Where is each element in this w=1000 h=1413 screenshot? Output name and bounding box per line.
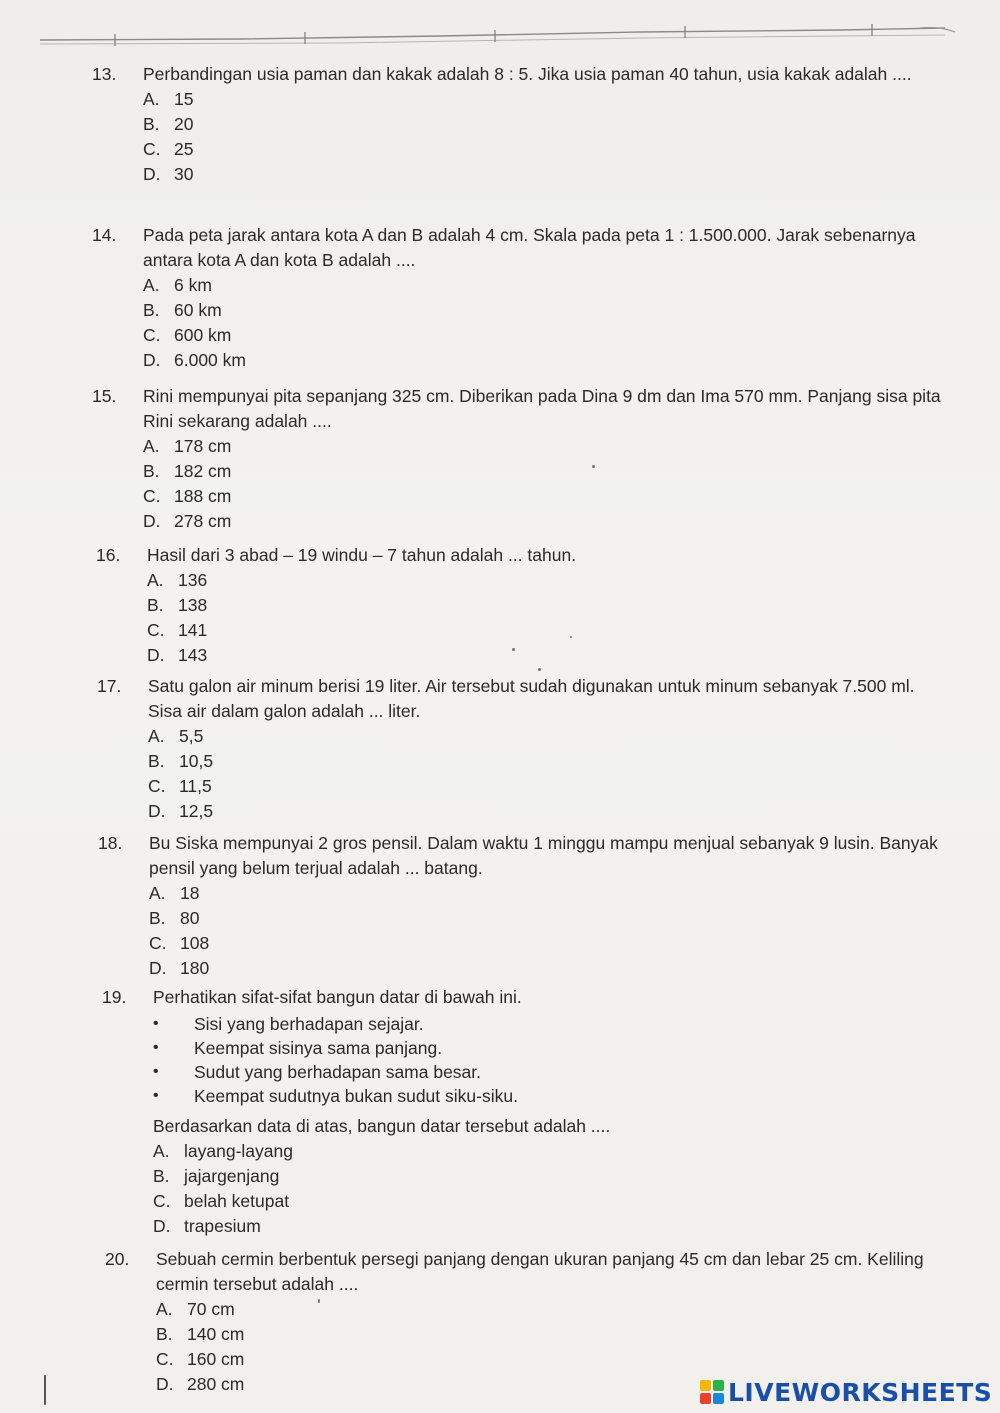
question-text: Perhatikan sifat-sifat bangun datar di bawah ini. [153,987,522,1007]
option-b[interactable]: B. 138 [147,593,946,618]
question-number: 13. [92,64,117,84]
question-17 [97,674,947,824]
option-value: 136 [178,570,208,590]
option-value: 140 cm [187,1324,245,1344]
option-a[interactable]: A. 6 km [143,273,942,298]
option-b[interactable]: B. 140 cm [156,1322,945,1347]
option-list [143,434,952,534]
question-15 [92,384,952,534]
question-number: 17. [97,676,122,696]
option-d[interactable]: D. 180 [149,956,948,981]
option-b[interactable]: B. 60 km [143,298,942,323]
option-d[interactable]: D. 30 [143,162,942,187]
logo-square [713,1380,724,1391]
scan-speck [44,1375,46,1405]
question-text: Hasil dari 3 abad – 19 windu – 7 tahun adalah ... tahun. [147,545,577,565]
option-a[interactable]: A. 15 [143,87,942,112]
option-b[interactable]: B. 80 [149,906,948,931]
option-a[interactable]: A. 5,5 [148,724,947,749]
option-value: 108 [180,933,210,953]
logo-square [700,1380,711,1391]
option-c[interactable]: C. belah ketupat [153,1189,942,1214]
question-20 [105,1247,945,1397]
question-number: 15. [92,386,117,406]
option-d[interactable]: D. 6.000 km [143,348,942,373]
option-list [153,1139,942,1239]
option-value: 180 [180,958,210,978]
list-item: • Keempat sisinya sama panjang. [153,1038,443,1058]
option-d[interactable]: D. trapesium [153,1214,942,1239]
option-list [143,273,942,373]
question-text: Satu galon air minum berisi 19 liter. Air tersebut sudah digunakan untuk minum sebanyak 7.500 ml. Sisa air dalam galon adalah ... liter. [148,676,915,721]
option-value: 15 [174,89,194,109]
option-d[interactable]: D. 280 cm [156,1372,945,1397]
list-item: • Sisi yang berhadapan sejajar. [153,1014,424,1034]
option-b[interactable]: B. 20 [143,112,942,137]
question-text: Perbandingan usia paman dan kakak adalah 8 : 5. Jika usia paman 40 tahun, usia kakak adalah .... [143,64,912,84]
liveworksheets-mark-icon [700,1380,724,1404]
option-value: 143 [178,645,208,665]
option-value: 20 [174,114,194,134]
option-value: 182 cm [174,461,232,481]
watermark-text: LIVEWORKSHEETS [728,1377,993,1407]
bullet-icon: • [153,1063,159,1080]
bullet-icon: • [153,1039,159,1056]
question-14 [92,223,942,373]
question-13 [92,62,942,187]
option-value: 6 km [174,275,212,295]
question-16 [96,543,946,668]
option-value: 178 cm [174,436,232,456]
question-number: 19. [102,987,127,1007]
bullet-icon: • [153,1087,159,1104]
option-value: 280 cm [187,1374,245,1394]
option-value: 80 [180,908,200,928]
option-value: 188 cm [174,486,232,506]
option-value: 278 cm [174,511,232,531]
option-value: 6.000 km [174,350,246,370]
option-value: belah ketupat [184,1191,290,1211]
logo-square [700,1393,711,1404]
list-item: • Sudut yang berhadapan sama besar. [153,1062,482,1082]
liveworksheets-logo [700,1377,992,1407]
page-top-edge [40,22,960,52]
question-prompt: Berdasarkan data di atas, bangun datar tersebut adalah .... [153,1116,611,1136]
option-a[interactable]: A. 70 cm [156,1297,945,1322]
option-list [148,724,947,824]
option-b[interactable]: B. 182 cm [143,459,952,484]
option-a[interactable]: A. 18 [149,881,948,906]
question-number: 14. [92,225,117,245]
option-a[interactable]: A. 178 cm [143,434,952,459]
option-value: 10,5 [179,751,214,771]
scan-speck [538,668,541,671]
option-value: 30 [174,164,194,184]
scan-speck [318,1299,320,1303]
option-d[interactable]: D. 12,5 [148,799,947,824]
option-list [147,568,946,668]
option-c[interactable]: C. 160 cm [156,1347,945,1372]
option-value: 18 [180,883,200,903]
scan-speck [570,636,572,638]
option-b[interactable]: B. 10,5 [148,749,947,774]
option-value: jajargenjang [184,1166,280,1186]
option-c[interactable]: C. 108 [149,931,948,956]
option-value: 12,5 [179,801,214,821]
scan-speck [512,648,515,651]
option-value: 60 km [174,300,222,320]
question-number: 18. [98,833,123,853]
question-text: Bu Siska mempunyai 2 gros pensil. Dalam waktu 1 minggu mampu menjual sebanyak 9 lusin. Banyak pensil yang belum terjual adalah ... batang. [149,833,938,878]
option-value: 11,5 [179,776,212,796]
question-18 [98,831,948,981]
option-c[interactable]: C. 188 cm [143,484,952,509]
bullet-icon: • [153,1015,159,1032]
question-text: Pada peta jarak antara kota A dan B adalah 4 cm. Skala pada peta 1 : 1.500.000. Jarak sebenarnya antara kota A dan kota B adalah .... [143,225,916,270]
option-list [149,881,948,981]
option-a[interactable]: A. 136 [147,568,946,593]
option-value: trapesium [184,1216,261,1236]
option-c[interactable]: C. 600 km [143,323,942,348]
option-value: 5,5 [179,726,204,746]
option-value: 160 cm [187,1349,245,1369]
option-c[interactable]: C. 141 [147,618,946,643]
option-value: layang-layang [184,1141,293,1161]
option-c[interactable]: C. 25 [143,137,942,162]
option-value: 138 [178,595,208,615]
logo-square [713,1393,724,1404]
option-value: 70 cm [187,1299,235,1319]
option-value: 25 [174,139,194,159]
option-b[interactable]: B. jajargenjang [153,1164,942,1189]
property-list [153,1012,942,1108]
question-number: 20. [105,1249,130,1269]
option-c[interactable]: C. 11,5 [148,774,947,799]
option-a[interactable]: A. layang-layang [153,1139,942,1164]
option-value: 141 [178,620,208,640]
option-d[interactable]: D. 143 [147,643,946,668]
question-text: Sebuah cermin berbentuk persegi panjang dengan ukuran panjang 45 cm dan lebar 25 cm. Keliling cermin tersebut adalah .... [156,1249,924,1294]
scan-speck [592,465,595,468]
question-19 [102,985,942,1239]
option-value: 600 km [174,325,232,345]
list-item: • Keempat sudutnya bukan sudut siku-siku. [153,1086,518,1106]
option-d[interactable]: D. 278 cm [143,509,952,534]
option-list [143,87,942,187]
question-text: Rini mempunyai pita sepanjang 325 cm. Diberikan pada Dina 9 dm dan Ima 570 mm. Panjang sisa pita Rini sekarang adalah .... [143,386,941,431]
question-number: 16. [96,545,121,565]
